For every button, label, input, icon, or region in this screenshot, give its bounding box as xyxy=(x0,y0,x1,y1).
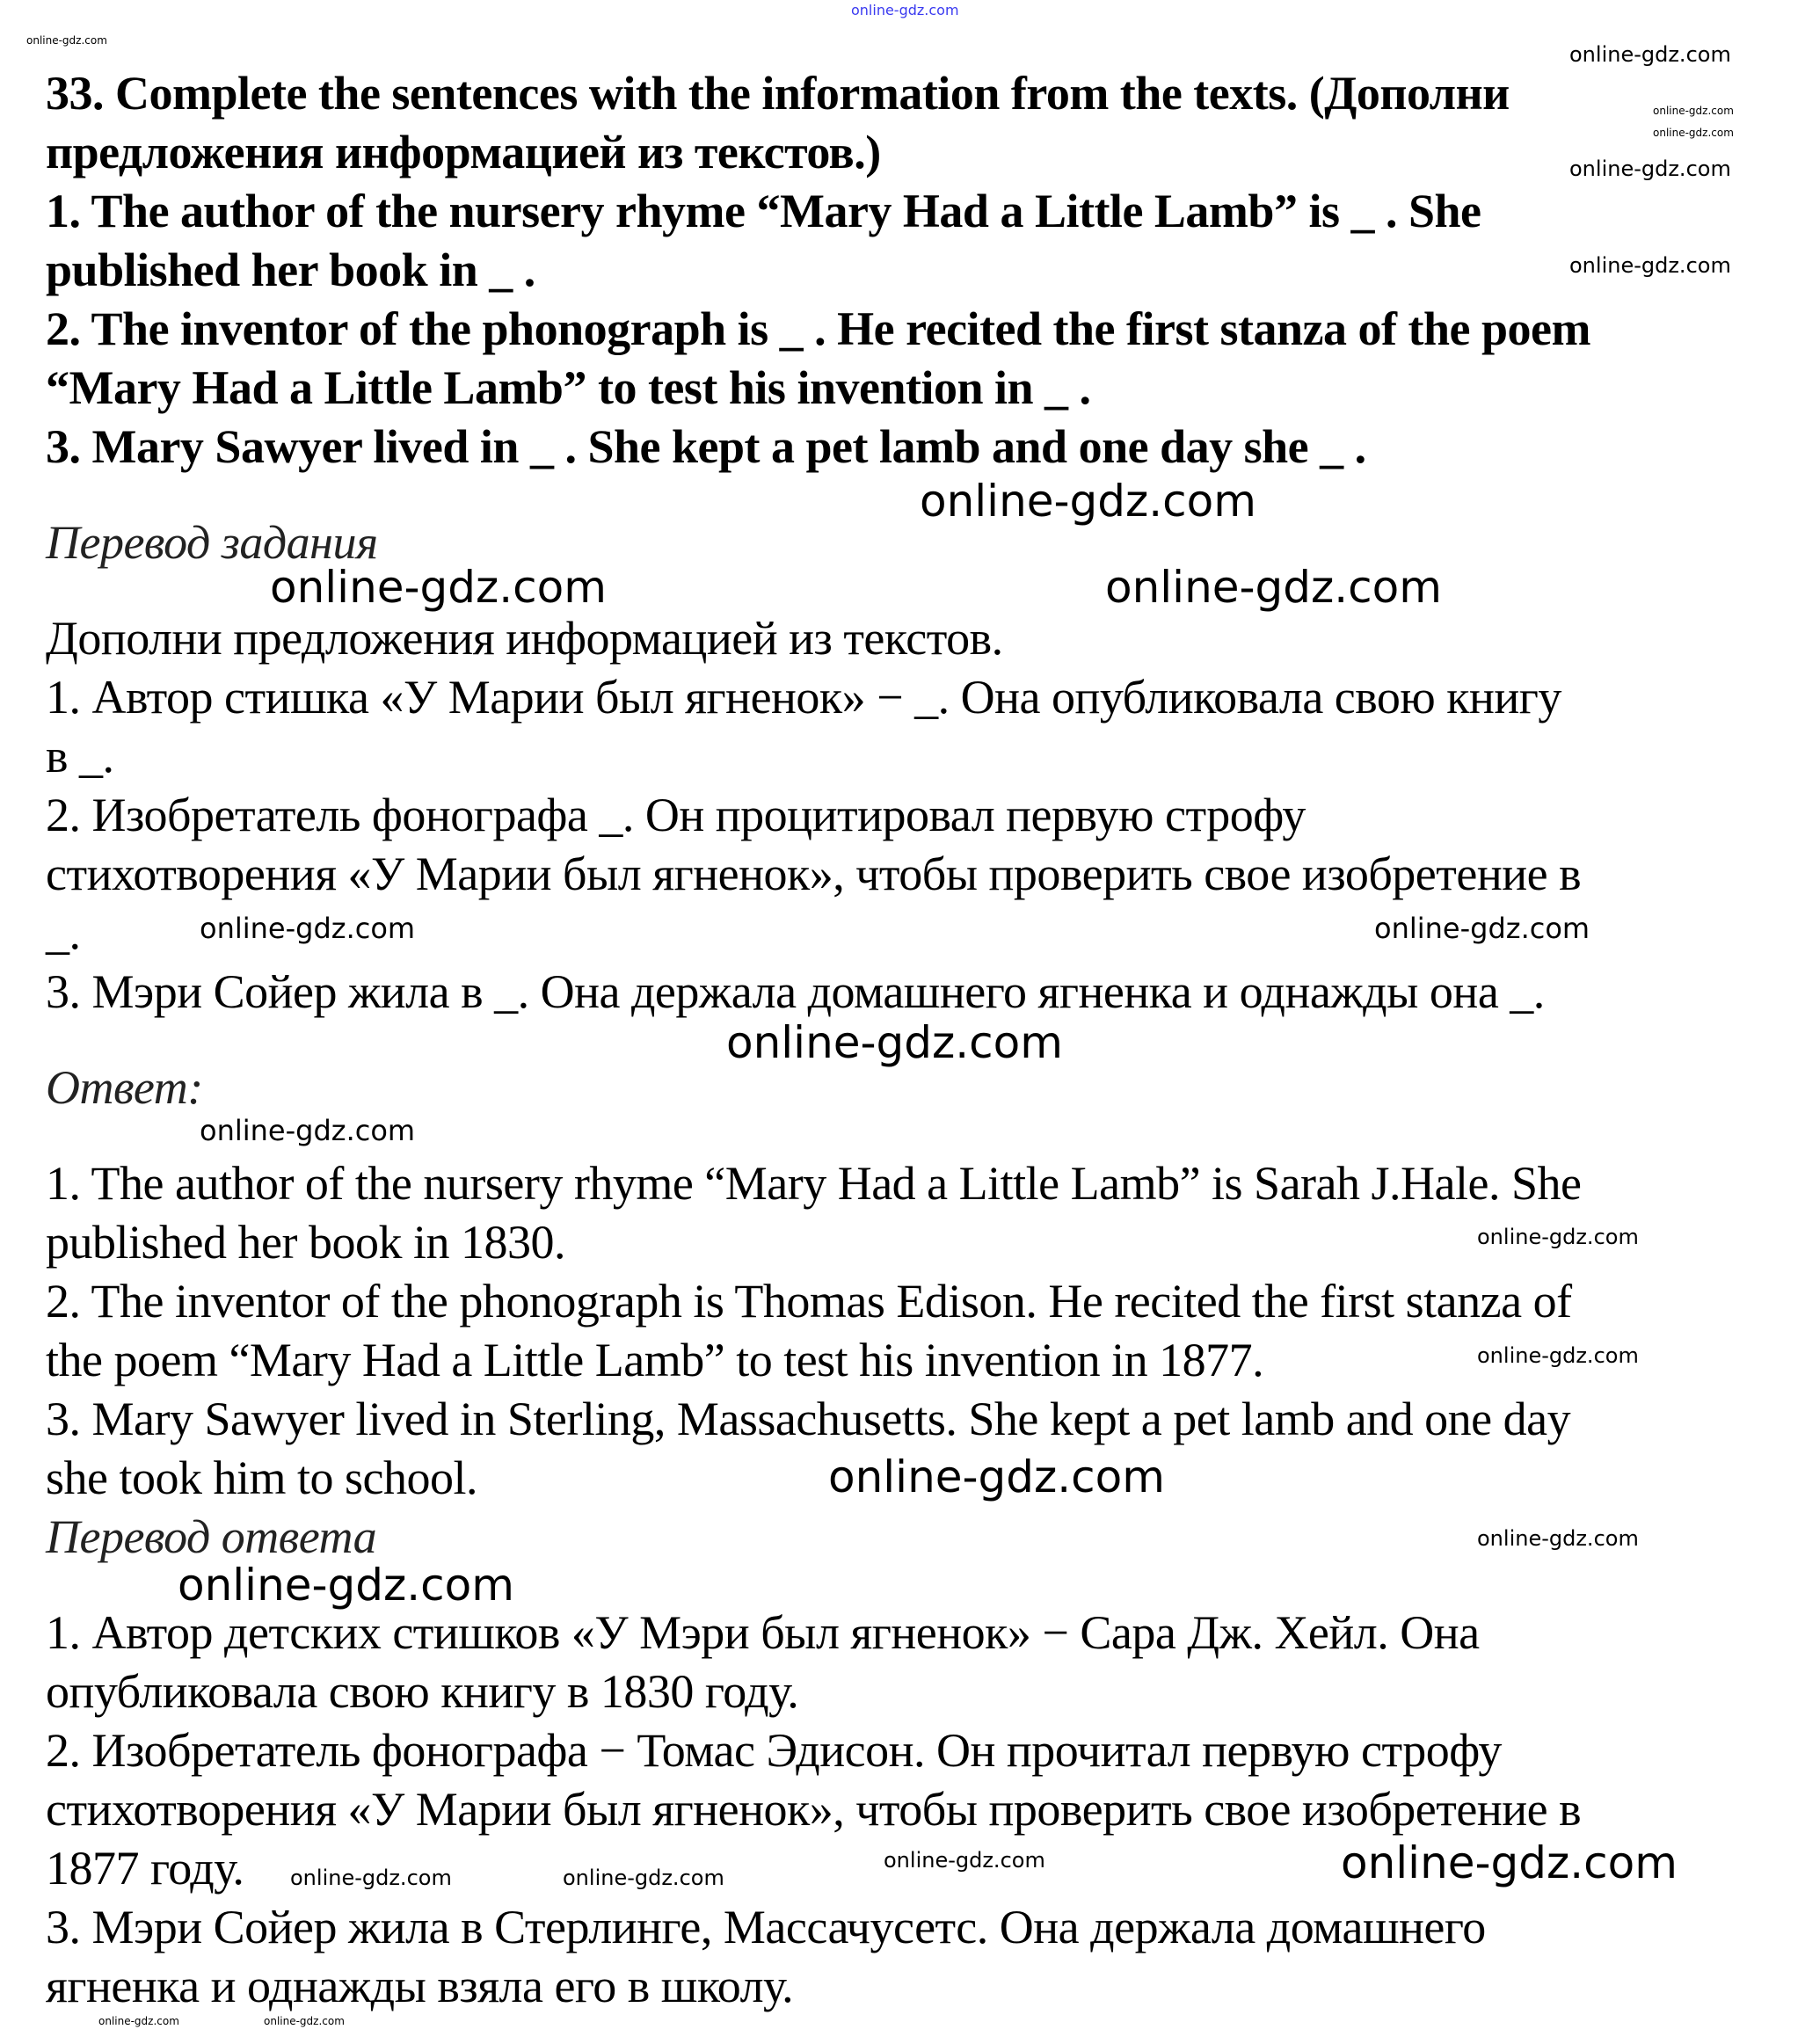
watermark: online-gdz.com xyxy=(200,912,416,945)
task-translation-line-5: стихотворения «У Марии был ягненок», чтобы проверить свое изобретение в xyxy=(46,847,1582,900)
watermark: online-gdz.com xyxy=(178,1560,514,1611)
watermark: online-gdz.com xyxy=(1105,562,1442,613)
watermark: online-gdz.com xyxy=(200,1114,416,1147)
answer-translation-title: Перевод ответа xyxy=(46,1510,377,1563)
watermark: online-gdz.com xyxy=(1477,1343,1639,1368)
watermark: online-gdz.com xyxy=(920,476,1256,527)
task-translation-line-2: 1. Автор стишка «У Марии был ягненок» − _. Она опубликовала свою книгу xyxy=(46,671,1561,724)
watermark: online-gdz.com xyxy=(98,2015,179,2027)
task-translation-title: Перевод задания xyxy=(46,516,378,569)
watermark: online-gdz.com xyxy=(1374,912,1590,945)
answer-translation-line-6: 3. Мэри Сойер жила в Стерлинге, Массачусетс. Она держала домашнего xyxy=(46,1901,1486,1953)
task-translation-line-4: 2. Изобретатель фонографа _. Он процитировал первую строфу xyxy=(46,789,1306,841)
watermark: online-gdz.com xyxy=(1569,156,1731,181)
watermark: online-gdz.com xyxy=(1653,127,1734,139)
answer-line-5: 3. Mary Sawyer lived in Sterling, Massachusetts. She kept a pet lamb and one day xyxy=(46,1393,1571,1445)
task-translation-line-1: Дополни предложения информацией из текстов. xyxy=(46,612,1003,665)
watermark: online-gdz.com xyxy=(26,34,107,47)
watermark: online-gdz.com xyxy=(563,1866,724,1890)
answer-translation-line-2: опубликовала свою книгу в 1830 году. xyxy=(46,1665,799,1718)
answer-translation-line-4: стихотворения «У Марии был ягненок», чтобы проверить свое изобретение в xyxy=(46,1783,1582,1836)
answer-translation-line-1: 1. Автор детских стишков «У Мэри был ягненок» − Сара Дж. Хейл. Она xyxy=(46,1606,1480,1659)
header-watermark: online-gdz.com xyxy=(851,2,959,18)
watermark: online-gdz.com xyxy=(1341,1837,1678,1888)
task-sentence-line-1: 1. The author of the nursery rhyme “Mary Had a Little Lamb” is _ . She xyxy=(46,185,1481,237)
answer-translation-line-7: ягненка и однажды взяла его в школу. xyxy=(46,1960,794,2012)
watermark: online-gdz.com xyxy=(1569,42,1731,67)
watermark: online-gdz.com xyxy=(828,1451,1165,1502)
answer-line-4: the poem “Mary Had a Little Lamb” to test his invention in 1877. xyxy=(46,1334,1264,1386)
watermark: online-gdz.com xyxy=(1653,105,1734,117)
watermark: online-gdz.com xyxy=(726,1017,1063,1068)
answer-line-2: published her book in 1830. xyxy=(46,1216,565,1269)
watermark: online-gdz.com xyxy=(1477,1225,1639,1249)
answer-title: Ответ: xyxy=(46,1061,203,1114)
watermark: online-gdz.com xyxy=(1569,253,1731,278)
answer-line-6: she took him to school. xyxy=(46,1451,477,1504)
task-heading-line-1: 33. Complete the sentences with the information from the texts. (Дополни xyxy=(46,67,1510,120)
watermark: online-gdz.com xyxy=(264,2015,345,2027)
task-translation-line-7: 3. Мэри Сойер жила в _. Она держала домашнего ягненка и однажды она _. xyxy=(46,965,1545,1018)
watermark: online-gdz.com xyxy=(270,562,607,613)
task-sentence-line-3: 2. The inventor of the phonograph is _ . He recited the first stanza of the poem xyxy=(46,302,1590,355)
watermark: online-gdz.com xyxy=(884,1848,1045,1873)
answer-translation-line-5: 1877 году. xyxy=(46,1842,244,1895)
task-translation-line-3: в _. xyxy=(46,730,114,782)
answer-line-1: 1. The author of the nursery rhyme “Mary Had a Little Lamb” is Sarah J.Hale. She xyxy=(46,1157,1582,1210)
watermark: online-gdz.com xyxy=(1477,1526,1639,1551)
task-sentence-line-5: 3. Mary Sawyer lived in _ . She kept a pet lamb and one day she _ . xyxy=(46,420,1366,473)
watermark: online-gdz.com xyxy=(290,1866,452,1890)
answer-line-3: 2. The inventor of the phonograph is Thomas Edison. He recited the first stanza of xyxy=(46,1275,1572,1328)
task-sentence-line-4: “Mary Had a Little Lamb” to test his invention in _ . xyxy=(46,361,1091,414)
answer-translation-line-3: 2. Изобретатель фонографа − Томас Эдисон. Он прочитал первую строфу xyxy=(46,1724,1502,1777)
task-heading-line-2: предложения информацией из текстов.) xyxy=(46,126,881,178)
task-sentence-line-2: published her book in _ . xyxy=(46,244,535,296)
task-translation-line-6: _. xyxy=(46,906,81,959)
